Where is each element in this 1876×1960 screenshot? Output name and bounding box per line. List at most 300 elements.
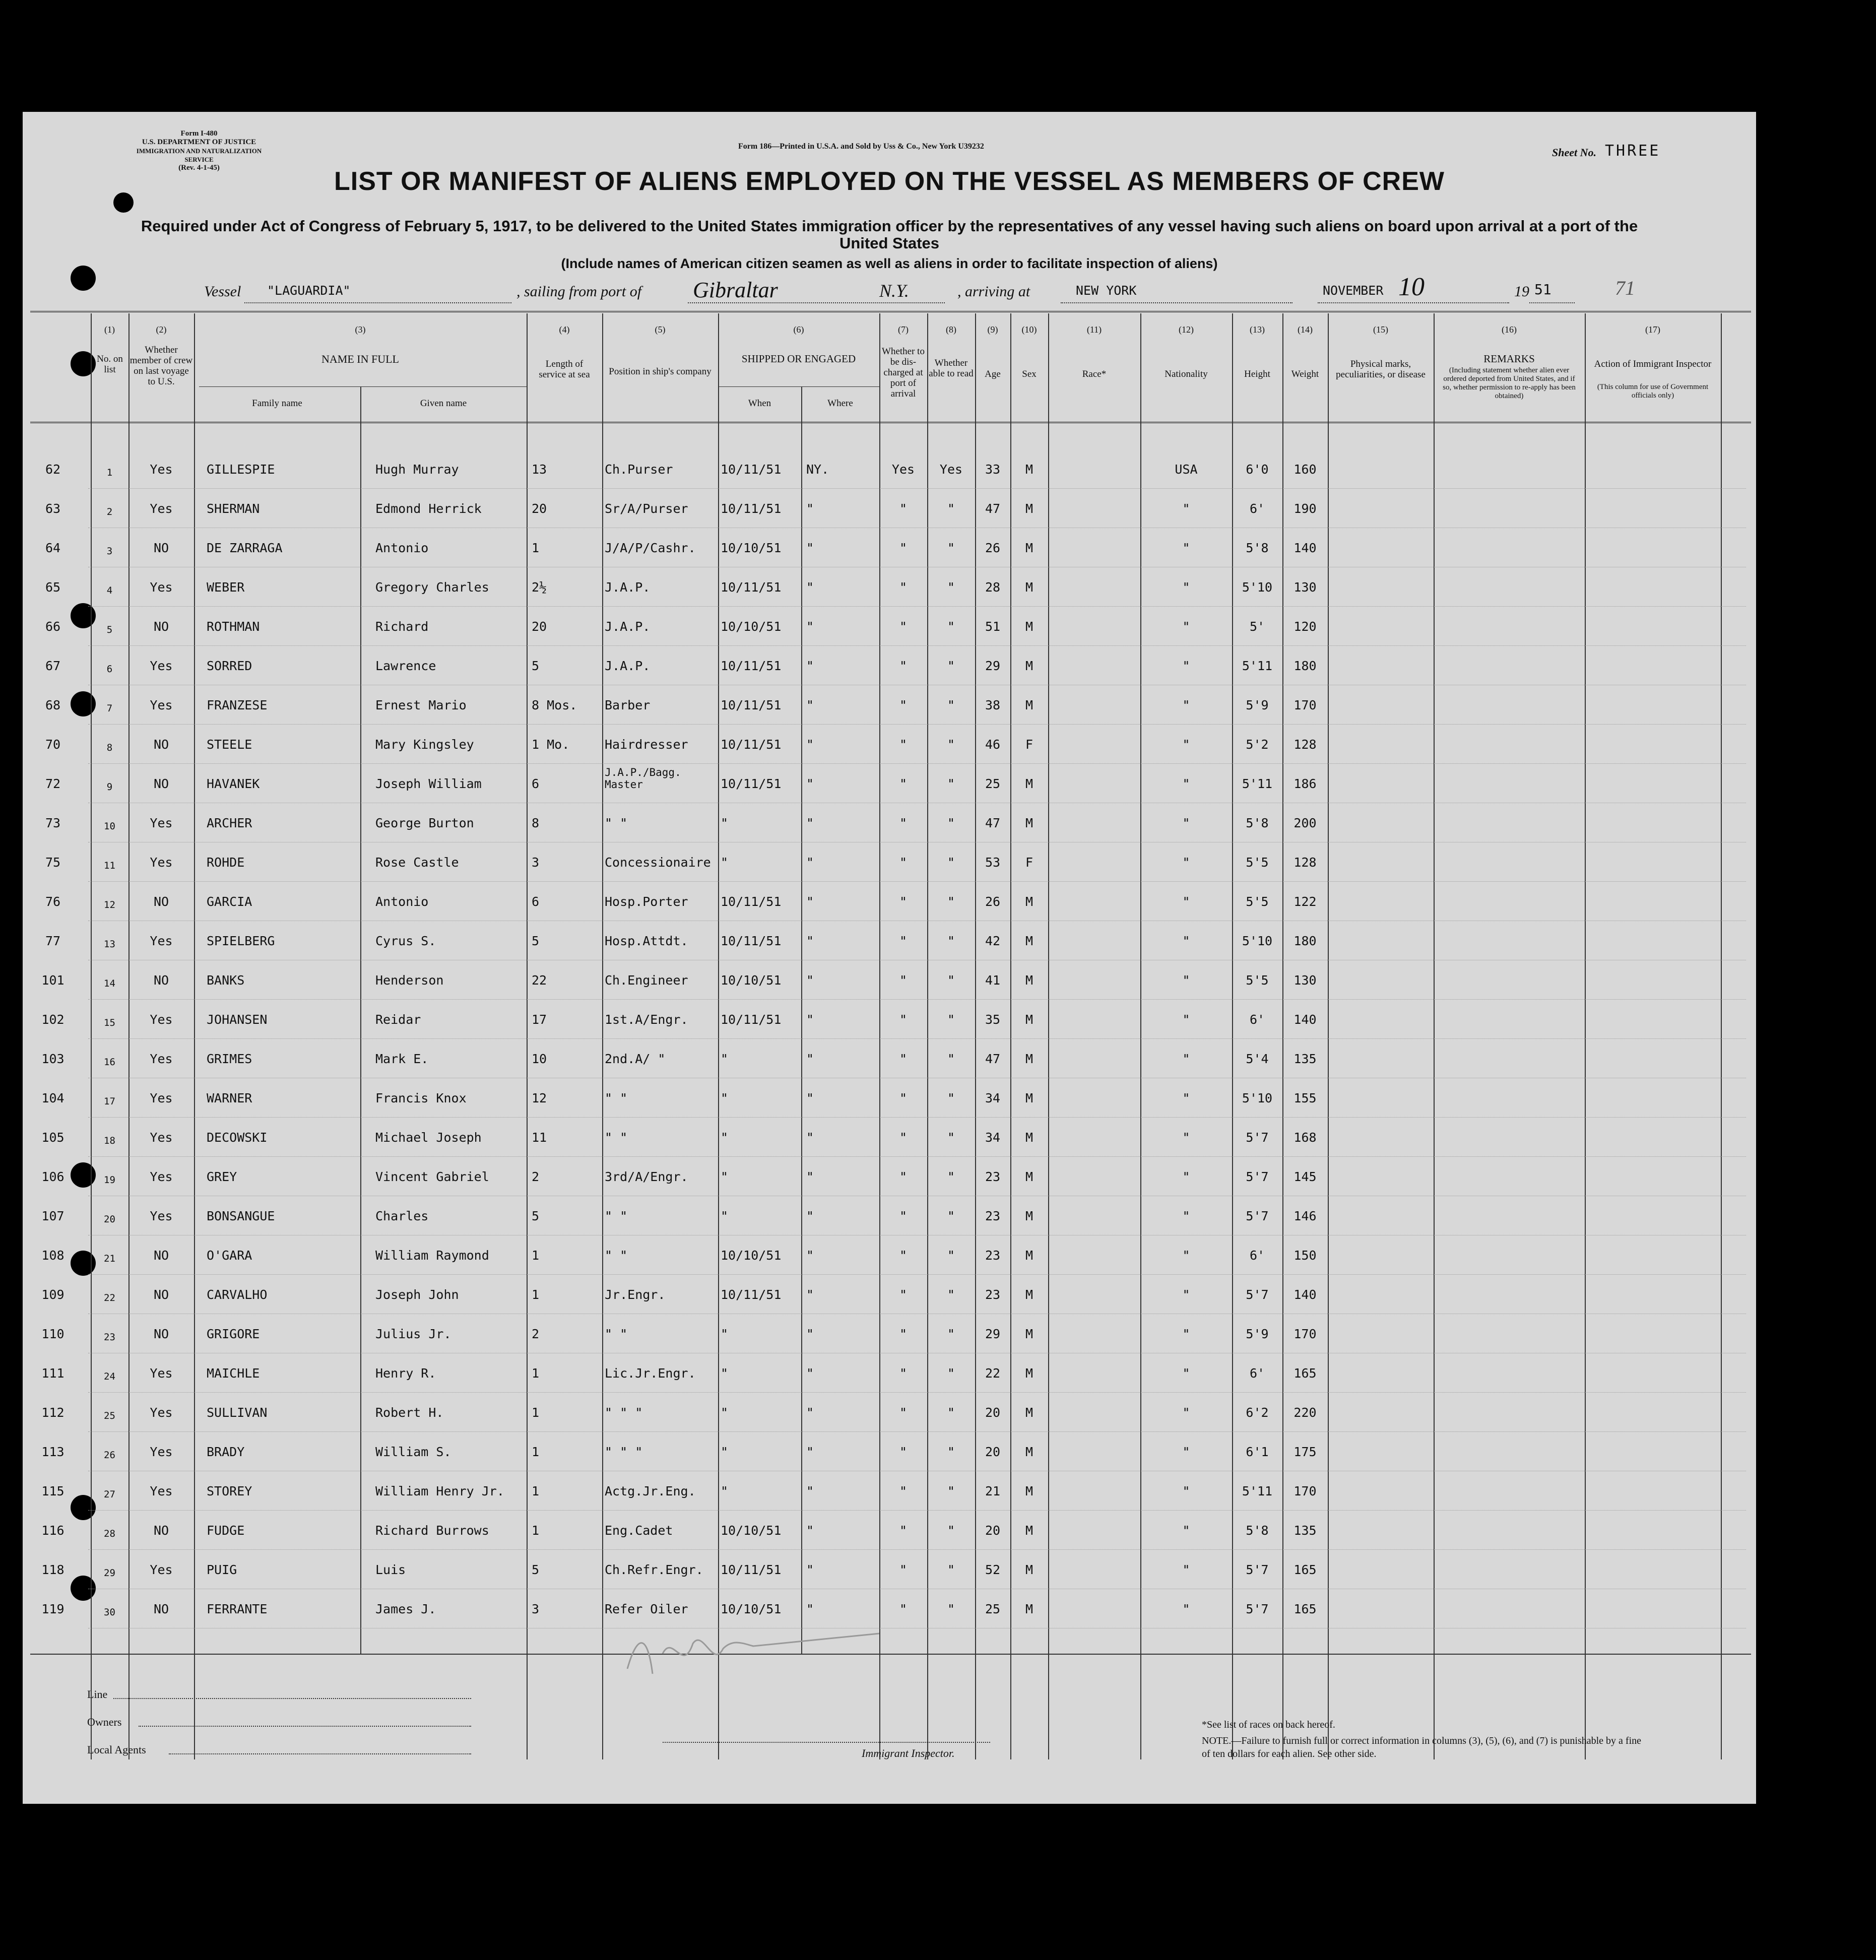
colnum-2: (2) (156, 324, 167, 335)
printer-line: Form 186—Printed in U.S.A. and Sold by Uss & Co., New York U39232 (738, 142, 984, 151)
position-cell: Barber (605, 698, 651, 712)
discharged-cell: " (899, 1248, 908, 1263)
family-name-cell: ROTHMAN (207, 619, 260, 634)
prev-voyage-cell: Yes (150, 462, 173, 477)
shipped-when-cell: 10/10/51 (721, 1602, 782, 1616)
service-length-cell: 8 Mos. (532, 698, 577, 712)
shipped-when-cell: 10/11/51 (721, 1287, 782, 1302)
family-name-cell: BONSANGUE (207, 1209, 275, 1223)
service-length-cell: 1 (532, 1445, 540, 1459)
port-dotline (688, 302, 945, 303)
weight-cell: 200 (1293, 816, 1317, 830)
sex-cell: M (1025, 1169, 1033, 1184)
weight-cell: 186 (1293, 776, 1317, 791)
family-name-cell: FUDGE (207, 1523, 245, 1538)
col-divider (1140, 313, 1141, 1759)
shipped-when-cell: 10/11/51 (721, 737, 782, 752)
row-margin-number: 109 (41, 1287, 64, 1302)
age-cell: 46 (985, 737, 1001, 752)
row-number: 1 (106, 467, 113, 478)
shipped-where-cell: " (806, 698, 814, 712)
col-divider (1434, 313, 1435, 1759)
row-separator (88, 1274, 1746, 1275)
family-name-cell: GREY (207, 1169, 237, 1184)
nationality-cell: " (1182, 659, 1190, 673)
prev-voyage-cell: Yes (150, 698, 173, 712)
height-cell: 5'8 (1246, 816, 1269, 830)
given-name-cell: Julius Jr. (375, 1327, 451, 1341)
nationality-cell: " (1182, 1602, 1190, 1616)
row-number: 13 (104, 939, 115, 950)
position-cell: Eng.Cadet (605, 1523, 673, 1538)
prev-voyage-cell: Yes (150, 1091, 173, 1105)
weight-cell: 130 (1293, 973, 1317, 988)
able-to-read-cell: " (947, 1562, 955, 1577)
height-cell: 6'1 (1246, 1445, 1269, 1459)
prev-voyage-cell: NO (153, 776, 169, 791)
colnum-17: (17) (1645, 324, 1660, 335)
page-subtitle: Required under Act of Congress of February 5, 1917, to be delivered to the United States immigration officer by the representatives of any vessel having such aliens on board upon arrival at a port of the United States (141, 217, 1638, 252)
family-name-cell: WARNER (207, 1091, 252, 1105)
sex-cell: M (1025, 1012, 1033, 1027)
family-name-cell: GRIMES (207, 1052, 252, 1066)
colhead-remarks: REMARKS (1483, 353, 1535, 365)
given-name-cell: James J. (375, 1602, 436, 1616)
service-length-cell: 5 (532, 934, 540, 948)
weight-cell: 175 (1293, 1445, 1317, 1459)
colhead-inspector-action: Action of Immigrant Inspector (1594, 359, 1712, 369)
colnum-15: (15) (1373, 324, 1388, 335)
shipped-where-cell: " (806, 1602, 814, 1616)
position-cell: J/A/P/Cashr. (605, 541, 696, 555)
nationality-cell: " (1182, 541, 1190, 555)
sex-cell: M (1025, 1562, 1033, 1577)
height-cell: 5'5 (1246, 894, 1269, 909)
able-to-read-cell: Yes (939, 462, 963, 477)
shipped-when-cell: 10/11/51 (721, 698, 782, 712)
row-margin-number: 111 (41, 1366, 64, 1381)
given-name-cell: Ernest Mario (375, 698, 467, 712)
position-cell: Jr.Engr. (605, 1287, 666, 1302)
shipped-when-cell: " (721, 1445, 729, 1459)
age-cell: 42 (985, 934, 1001, 948)
able-to-read-cell: " (947, 1405, 955, 1420)
sex-cell: M (1025, 776, 1033, 791)
port-to: NEW YORK (1076, 283, 1137, 298)
discharged-cell: " (899, 1523, 908, 1538)
colhead-no: No. on list (97, 354, 123, 375)
able-to-read-cell: " (947, 619, 955, 634)
shipped-where-cell: " (806, 1287, 814, 1302)
nationality-cell: " (1182, 501, 1190, 516)
sex-cell: M (1025, 1130, 1033, 1145)
service-length-cell: 2 (532, 1327, 540, 1341)
year-dotline (1529, 302, 1575, 303)
age-cell: 47 (985, 816, 1001, 830)
shipped-where-cell: " (806, 1445, 814, 1459)
row-number: 9 (106, 781, 113, 793)
nationality-cell: " (1182, 973, 1190, 988)
position-cell: " " (605, 1091, 628, 1105)
row-number: 2 (106, 506, 113, 517)
row-number: 15 (104, 1017, 115, 1028)
shipped-where-cell: " (806, 659, 814, 673)
row-separator (88, 763, 1746, 764)
discharged-cell: " (899, 580, 908, 595)
height-cell: 5'10 (1242, 1091, 1273, 1105)
col-divider (360, 386, 361, 1654)
service-length-cell: 1 (532, 1484, 540, 1498)
colhead-weight: Weight (1291, 369, 1319, 379)
row-number: 16 (104, 1057, 115, 1068)
weight-cell: 130 (1293, 580, 1317, 595)
discharged-cell: " (899, 1130, 908, 1145)
form-revision: (Rev. 4-1-45) (178, 164, 220, 172)
punch-hole (71, 1576, 96, 1601)
row-number: 29 (104, 1567, 115, 1579)
colhead-service: Length of service at sea (539, 359, 590, 380)
shipped-where-cell: " (806, 1327, 814, 1341)
col-divider (1048, 313, 1049, 1759)
sex-cell: M (1025, 501, 1033, 516)
shipped-when-cell: 10/10/51 (721, 973, 782, 988)
nationality-cell: " (1182, 1209, 1190, 1223)
age-cell: 38 (985, 698, 1001, 712)
family-name-cell: STEELE (207, 737, 252, 752)
weight-cell: 160 (1293, 462, 1317, 477)
row-separator (88, 488, 1746, 489)
prev-voyage-cell: Yes (150, 1012, 173, 1027)
discharged-cell: " (899, 973, 908, 988)
able-to-read-cell: " (947, 1484, 955, 1498)
shipped-where-cell: " (806, 816, 814, 830)
position-cell: " " (605, 1130, 628, 1145)
row-number: 26 (104, 1450, 115, 1461)
given-name-cell: Edmond Herrick (375, 501, 482, 516)
family-name-cell: SULLIVAN (207, 1405, 268, 1420)
age-cell: 22 (985, 1366, 1001, 1381)
prev-voyage-cell: Yes (150, 934, 173, 948)
service-length-cell: 12 (532, 1091, 547, 1105)
shipped-where-cell: " (806, 1405, 814, 1420)
page-subnote: (Include names of American citizen seamen as well as aliens in order to facilitate inspection of aliens) (561, 256, 1218, 271)
row-number: 19 (104, 1174, 115, 1186)
discharged-cell: " (899, 855, 908, 870)
height-cell: 6'2 (1246, 1405, 1269, 1420)
weight-cell: 168 (1293, 1130, 1317, 1145)
prev-voyage-cell: Yes (150, 1209, 173, 1223)
form-service: IMMIGRATION AND NATURALIZATION SERVICE (136, 147, 262, 163)
row-margin-number: 116 (41, 1523, 64, 1538)
sex-cell: M (1025, 1327, 1033, 1341)
colhead-physical-marks: Physical marks, peculiarities, or disease (1336, 359, 1426, 380)
height-cell: 5'8 (1246, 541, 1269, 555)
service-length-cell: 13 (532, 462, 547, 477)
sex-cell: M (1025, 1052, 1033, 1066)
height-cell: 6' (1249, 1248, 1265, 1263)
age-cell: 47 (985, 1052, 1001, 1066)
row-margin-number: 113 (41, 1445, 64, 1459)
prev-voyage-cell: Yes (150, 1445, 173, 1459)
row-margin-number: 66 (45, 619, 61, 634)
shipped-when-cell: " (721, 1130, 729, 1145)
able-to-read-cell: " (947, 1091, 955, 1105)
age-cell: 20 (985, 1445, 1001, 1459)
able-to-read-cell: " (947, 894, 955, 909)
age-cell: 34 (985, 1091, 1001, 1105)
sex-cell: F (1025, 737, 1033, 752)
able-to-read-cell: " (947, 1169, 955, 1184)
colnum-7: (7) (898, 324, 909, 335)
position-cell: J.A.P./Bagg. Master (605, 766, 681, 791)
row-margin-number: 68 (45, 698, 61, 712)
height-cell: 5'11 (1242, 776, 1273, 791)
row-number: 18 (104, 1135, 115, 1146)
weight-cell: 150 (1293, 1248, 1317, 1263)
height-cell: 5'7 (1246, 1130, 1269, 1145)
penalty-note: NOTE.—Failure to furnish full or correct information in columns (3), (5), (6), and (7) is punishable by a fine of ten dollars for each alien. See other side. (1202, 1735, 1642, 1759)
position-cell: Hosp.Attdt. (605, 934, 688, 948)
weight-cell: 145 (1293, 1169, 1317, 1184)
prev-voyage-cell: NO (153, 894, 169, 909)
family-name-cell: BRADY (207, 1445, 245, 1459)
given-name-cell: William Raymond (375, 1248, 489, 1263)
row-number: 11 (104, 860, 115, 871)
given-name-cell: Francis Knox (375, 1091, 467, 1105)
service-length-cell: 1 (532, 541, 540, 555)
weight-cell: 165 (1293, 1366, 1317, 1381)
sheet-number: THREE (1605, 142, 1661, 160)
colhead-age: Age (985, 369, 1001, 379)
colhead-given-name: Given name (420, 398, 467, 409)
row-number: 25 (104, 1410, 115, 1421)
shipped-when-cell: " (721, 1405, 729, 1420)
sex-cell: M (1025, 934, 1033, 948)
table-bottom-rule (30, 1654, 1751, 1655)
shipped-when-cell: " (721, 855, 729, 870)
row-separator (88, 881, 1746, 882)
weight-cell: 170 (1293, 1484, 1317, 1498)
prev-voyage-cell: NO (153, 1602, 169, 1616)
height-cell: 5'9 (1246, 698, 1269, 712)
arrival-dotline (1061, 302, 1292, 303)
discharged-cell: " (899, 1484, 908, 1498)
age-cell: 33 (985, 462, 1001, 477)
family-name-cell: WEBER (207, 580, 245, 595)
row-separator (88, 1431, 1746, 1432)
family-name-cell: GILLESPIE (207, 462, 275, 477)
age-cell: 25 (985, 1602, 1001, 1616)
position-cell: " " (605, 1248, 628, 1263)
row-margin-number: 65 (45, 580, 61, 595)
nationality-cell: " (1182, 1287, 1190, 1302)
sex-cell: M (1025, 462, 1033, 477)
row-number: 3 (106, 546, 113, 557)
service-length-cell: 1 (532, 1523, 540, 1538)
age-cell: 34 (985, 1130, 1001, 1145)
shipped-where-cell: " (806, 934, 814, 948)
arriving-label: , arriving at (957, 283, 1030, 300)
row-number: 22 (104, 1292, 115, 1303)
given-name-cell: Richard (375, 619, 429, 634)
row-margin-number: 70 (45, 737, 61, 752)
prev-voyage-cell: NO (153, 541, 169, 555)
height-cell: 6' (1249, 1366, 1265, 1381)
row-number: 20 (104, 1214, 115, 1225)
able-to-read-cell: " (947, 1248, 955, 1263)
row-margin-number: 73 (45, 816, 61, 830)
family-name-cell: O'GARA (207, 1248, 252, 1263)
col-divider (801, 386, 802, 1654)
nationality-cell: " (1182, 816, 1190, 830)
family-name-cell: ROHDE (207, 855, 245, 870)
given-name-cell: Gregory Charles (375, 580, 489, 595)
row-number: 12 (104, 899, 115, 910)
able-to-read-cell: " (947, 659, 955, 673)
shipped-where-cell: " (806, 1012, 814, 1027)
able-to-read-cell: " (947, 698, 955, 712)
position-cell: " " " (605, 1405, 643, 1420)
given-name-cell: Charles (375, 1209, 429, 1223)
row-number: 10 (104, 821, 115, 832)
sex-cell: F (1025, 855, 1033, 870)
page-title: LIST OR MANIFEST OF ALIENS EMPLOYED ON THE VESSEL AS MEMBERS OF CREW (334, 167, 1445, 196)
position-cell: Ch.Refr.Engr. (605, 1562, 703, 1577)
colnum-8: (8) (946, 324, 956, 335)
position-cell: " " " (605, 1445, 643, 1459)
inspector-label: Immigrant Inspector. (862, 1747, 955, 1759)
shipped-when-cell: " (721, 1052, 729, 1066)
discharged-cell: " (899, 816, 908, 830)
discharged-cell: " (899, 1405, 908, 1420)
row-margin-number: 77 (45, 934, 61, 948)
height-cell: 5'7 (1246, 1602, 1269, 1616)
prev-voyage-cell: Yes (150, 1405, 173, 1420)
shipped-where-cell: " (806, 1052, 814, 1066)
able-to-read-cell: " (947, 934, 955, 948)
family-name-cell: GRIGORE (207, 1327, 260, 1341)
discharged-cell: " (899, 894, 908, 909)
arrival-year: 51 (1534, 281, 1551, 298)
age-cell: 29 (985, 1327, 1001, 1341)
service-length-cell: 1 Mo. (532, 737, 570, 752)
footer-agents-label: Local Agents (87, 1743, 146, 1756)
date-dotline (1318, 302, 1509, 303)
shipped-when-cell: 10/11/51 (721, 462, 782, 477)
row-margin-number: 102 (41, 1012, 64, 1027)
able-to-read-cell: " (947, 1523, 955, 1538)
weight-cell: 122 (1293, 894, 1317, 909)
family-name-cell: CARVALHO (207, 1287, 268, 1302)
colhead-family-name: Family name (252, 398, 302, 409)
position-cell: Ch.Purser (605, 462, 673, 477)
weight-cell: 135 (1293, 1052, 1317, 1066)
shipped-when-cell: 10/11/51 (721, 1562, 782, 1577)
discharged-cell: " (899, 1562, 908, 1577)
height-cell: 5'5 (1246, 855, 1269, 870)
age-cell: 26 (985, 541, 1001, 555)
age-cell: 51 (985, 619, 1001, 634)
sex-cell: M (1025, 1287, 1033, 1302)
service-length-cell: 1 (532, 1366, 540, 1381)
row-number: 30 (104, 1607, 115, 1618)
footer-line-field (113, 1698, 471, 1699)
row-number: 17 (104, 1096, 115, 1107)
colnum-3: (3) (355, 324, 366, 335)
family-name-cell: STOREY (207, 1484, 252, 1498)
nationality-cell: " (1182, 580, 1190, 595)
prev-voyage-cell: Yes (150, 1130, 173, 1145)
arrival-day: 10 (1398, 273, 1425, 301)
nationality-cell: " (1182, 1248, 1190, 1263)
age-cell: 52 (985, 1562, 1001, 1577)
shipped-where-cell: " (806, 1091, 814, 1105)
able-to-read-cell: " (947, 1366, 955, 1381)
family-name-cell: PUIG (207, 1562, 237, 1577)
family-name-cell: MAICHLE (207, 1366, 260, 1381)
sheet-label: Sheet No. (1552, 146, 1596, 159)
row-number: 21 (104, 1253, 115, 1264)
sex-cell: M (1025, 1445, 1033, 1459)
footer-agents-field (169, 1753, 471, 1754)
discharged-cell: " (899, 934, 908, 948)
weight-cell: 155 (1293, 1091, 1317, 1105)
shipped-when-cell: 10/10/51 (721, 619, 782, 634)
prev-voyage-cell: Yes (150, 501, 173, 516)
position-cell: Refer Oiler (605, 1602, 688, 1616)
height-cell: 5'7 (1246, 1169, 1269, 1184)
row-number: 5 (106, 624, 113, 635)
sex-cell: M (1025, 1602, 1033, 1616)
shipped-when-cell: " (721, 816, 729, 830)
row-number: 23 (104, 1332, 115, 1343)
row-number: 8 (106, 742, 113, 753)
prev-voyage-cell: Yes (150, 580, 173, 595)
col-divider (128, 313, 130, 1759)
weight-cell: 180 (1293, 659, 1317, 673)
shipped-when-cell: 10/11/51 (721, 934, 782, 948)
shipped-when-cell: 10/10/51 (721, 1523, 782, 1538)
discharged-cell: " (899, 1602, 908, 1616)
row-margin-number: 67 (45, 659, 61, 673)
nationality-cell: " (1182, 1130, 1190, 1145)
nationality-cell: " (1182, 698, 1190, 712)
service-length-cell: 22 (532, 973, 547, 988)
able-to-read-cell: " (947, 1327, 955, 1341)
given-name-cell: Michael Joseph (375, 1130, 482, 1145)
col-divider (718, 313, 719, 1759)
family-name-cell: FRANZESE (207, 698, 268, 712)
table-top-rule (30, 311, 1751, 312)
service-length-cell: 1 (532, 1287, 540, 1302)
col-divider (194, 313, 195, 1759)
height-cell: 6'0 (1246, 462, 1269, 477)
given-name-cell: Antonio (375, 541, 429, 555)
service-length-cell: 2½ (532, 580, 547, 595)
age-cell: 23 (985, 1169, 1001, 1184)
year-prefix: 19 (1514, 283, 1529, 300)
race-note: *See list of races on back hereof. (1202, 1719, 1335, 1730)
shipped-where-cell: " (806, 1562, 814, 1577)
height-cell: 5'10 (1242, 934, 1273, 948)
shipped-when-cell: 10/10/51 (721, 541, 782, 555)
row-separator (88, 1392, 1746, 1393)
given-name-cell: Henderson (375, 973, 444, 988)
colhead-name: NAME IN FULL (321, 353, 399, 365)
height-cell: 5'7 (1246, 1287, 1269, 1302)
given-name-cell: Vincent Gabriel (375, 1169, 489, 1184)
able-to-read-cell: " (947, 1012, 955, 1027)
